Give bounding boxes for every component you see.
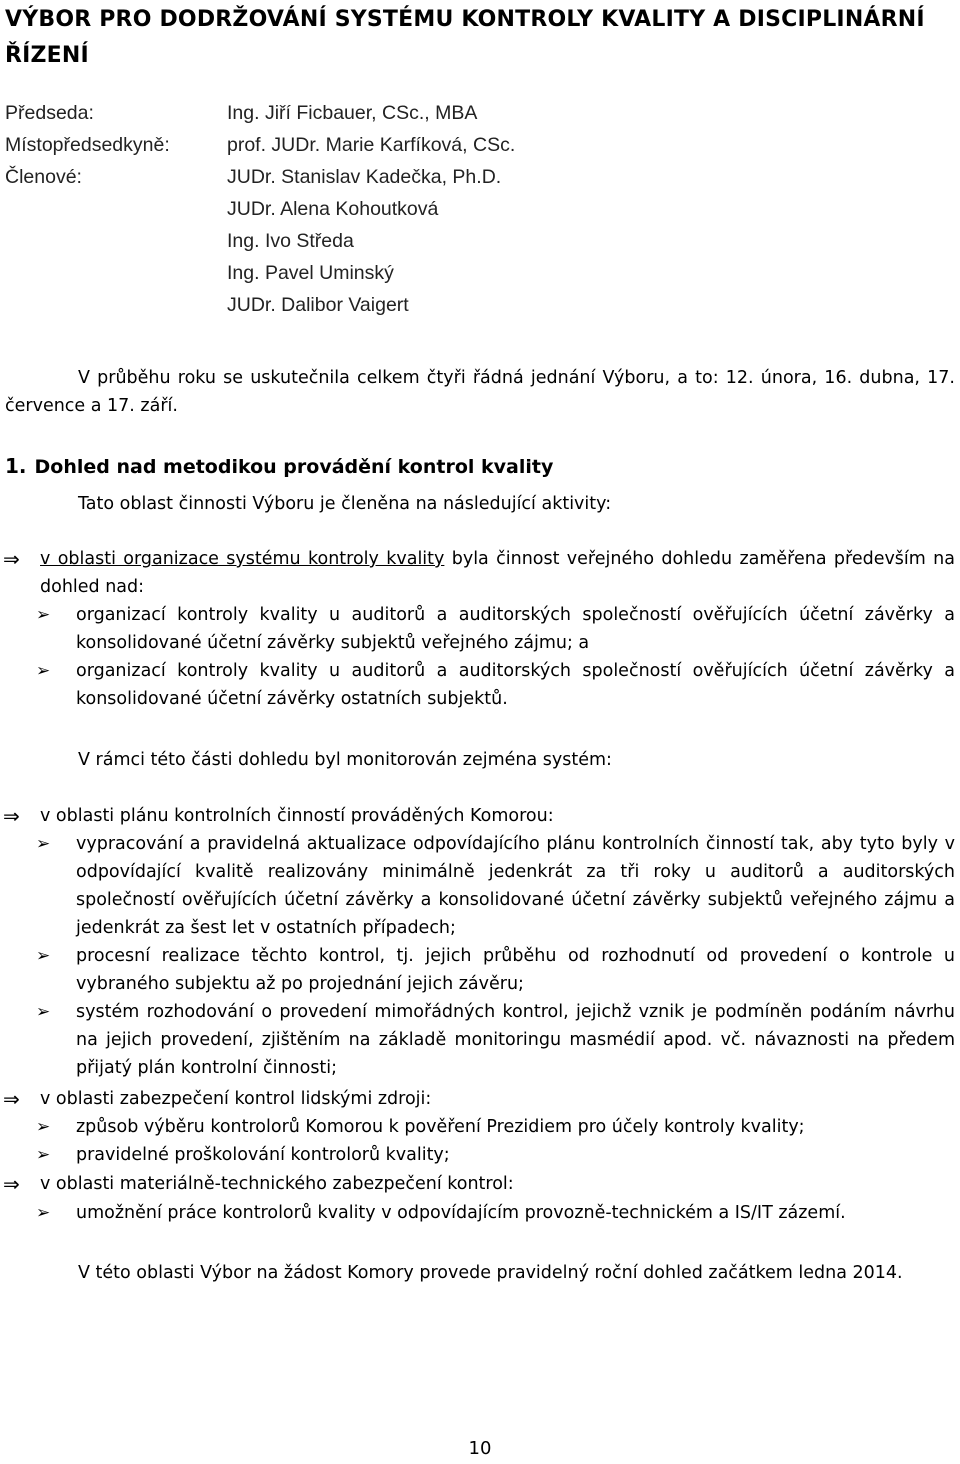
double-arrow-icon: ⇒: [3, 1087, 20, 1111]
members-label: Členové:: [5, 166, 82, 188]
arrowhead-bullet-icon: ➢: [36, 834, 51, 854]
vice-name: prof. JUDr. Marie Karfíková, CSc.: [227, 134, 516, 156]
chair-label: Předseda:: [5, 102, 94, 124]
double-arrow-icon: ⇒: [3, 547, 20, 571]
arrowhead-bullet-icon: ➢: [36, 1002, 51, 1022]
sub-list-item-text: systém rozhodování o provedení mimořádných kontrol, jejichž vznik je podmíněn podáním návrhu na jejich provedení, zjištěním na základě monitoringu masmédií apod. vč. návaznosti na předem přijatý plán kontrolní činnosti;: [76, 1002, 955, 1078]
list-item-text: v oblasti materiálně-technického zabezpečení kontrol:: [40, 1174, 514, 1194]
list-item-text: [40, 545, 955, 601]
vice-label: Místopředsedkyně:: [5, 134, 170, 156]
arrowhead-bullet-icon: ➢: [36, 605, 51, 625]
page-title: VÝBOR PRO DODRŽOVÁNÍ SYSTÉMU KONTROLY KVALITY A DISCIPLINÁRNÍ ŘÍZENÍ: [5, 7, 925, 68]
member-name: JUDr. Stanislav Kadečka, Ph.D.: [227, 166, 502, 188]
underlined-phrase: v oblasti organizace systému kontroly kvality: [40, 549, 445, 569]
arrowhead-bullet-icon: ➢: [36, 946, 51, 966]
double-arrow-icon: ⇒: [3, 804, 20, 828]
sub-list-item-text: organizací kontroly kvality u auditorů a auditorských společností ověřujících účetní závěrky a konsolidované účetní závěrky ostatních subjektů.: [76, 661, 955, 709]
sub-list-item-text: pravidelné proškolování kontrolorů kvality;: [76, 1145, 450, 1165]
sub-list-item-text: umožnění práce kontrolorů kvality v odpovídajícím provozně-technickém a IS/IT zázemí.: [76, 1203, 846, 1223]
sub-list-item-text: způsob výběru kontrolorů Komorou k pověření Prezidiem pro účely kontroly kvality;: [76, 1117, 805, 1137]
arrowhead-bullet-icon: ➢: [36, 1145, 51, 1165]
chair-name: Ing. Jiří Ficbauer, CSc., MBA: [227, 102, 478, 124]
arrowhead-bullet-icon: ➢: [36, 1203, 51, 1223]
section-intro: Tato oblast činnosti Výboru je členěna na následující aktivity:: [78, 494, 612, 514]
arrowhead-bullet-icon: ➢: [36, 661, 51, 681]
monitor-paragraph: V rámci této části dohledu byl monitorován zejména systém:: [78, 750, 612, 770]
member-name: Ing. Pavel Uminský: [227, 262, 394, 284]
list-item-text: v oblasti zabezpečení kontrol lidskými zdroji:: [40, 1089, 432, 1109]
member-name: Ing. Ivo Středa: [227, 230, 354, 252]
sub-list-item-text: procesní realizace těchto kontrol, tj. jejich průběhu od rozhodnutí od provedení o kontrole u vybraného subjektu až po projednání jejich závěru;: [76, 946, 955, 994]
arrowhead-bullet-icon: ➢: [36, 1117, 51, 1137]
sub-list-item-text: organizací kontroly kvality u auditorů a auditorských společností ověřujících účetní závěrky a konsolidované účetní závěrky subjektů veřejného zájmu; a: [76, 605, 955, 653]
sub-list-item-text: vypracování a pravidelná aktualizace odpovídajícího plánu kontrolních činností tak, aby tyto byly v odpovídající kvalitě realizovány minimálně jedenkrát za tři roky u auditorů a auditorských společností ověřujících účetní závěrky a konsolidované účetní závěrky subjektů veřejného zájmu a jedenkrát za šest let v ostatních případech;: [76, 834, 955, 938]
closing-paragraph: V této oblasti Výbor na žádost Komory provede pravidelný roční dohled začátkem ledna 2014.: [78, 1263, 903, 1283]
member-name: JUDr. Dalibor Vaigert: [227, 294, 409, 316]
list-item-text: v oblasti plánu kontrolních činností prováděných Komorou:: [40, 806, 554, 826]
meetings-paragraph: V průběhu roku se uskutečnila celkem čtyři řádná jednání Výboru, a to: 12. února, 16. dubna, 17. července a 17. září.: [5, 368, 955, 416]
member-name: JUDr. Alena Kohoutková: [227, 198, 439, 220]
page-number: 10: [468, 1438, 492, 1459]
section-number: 1.: [5, 454, 27, 478]
section-heading: [5, 454, 553, 478]
section-title: Dohled nad metodikou provádění kontrol kvality: [34, 456, 554, 478]
double-arrow-icon: ⇒: [3, 1172, 20, 1196]
list-item-rest: byla činnost veřejného dohledu zaměřena především na dohled nad:: [40, 549, 955, 597]
